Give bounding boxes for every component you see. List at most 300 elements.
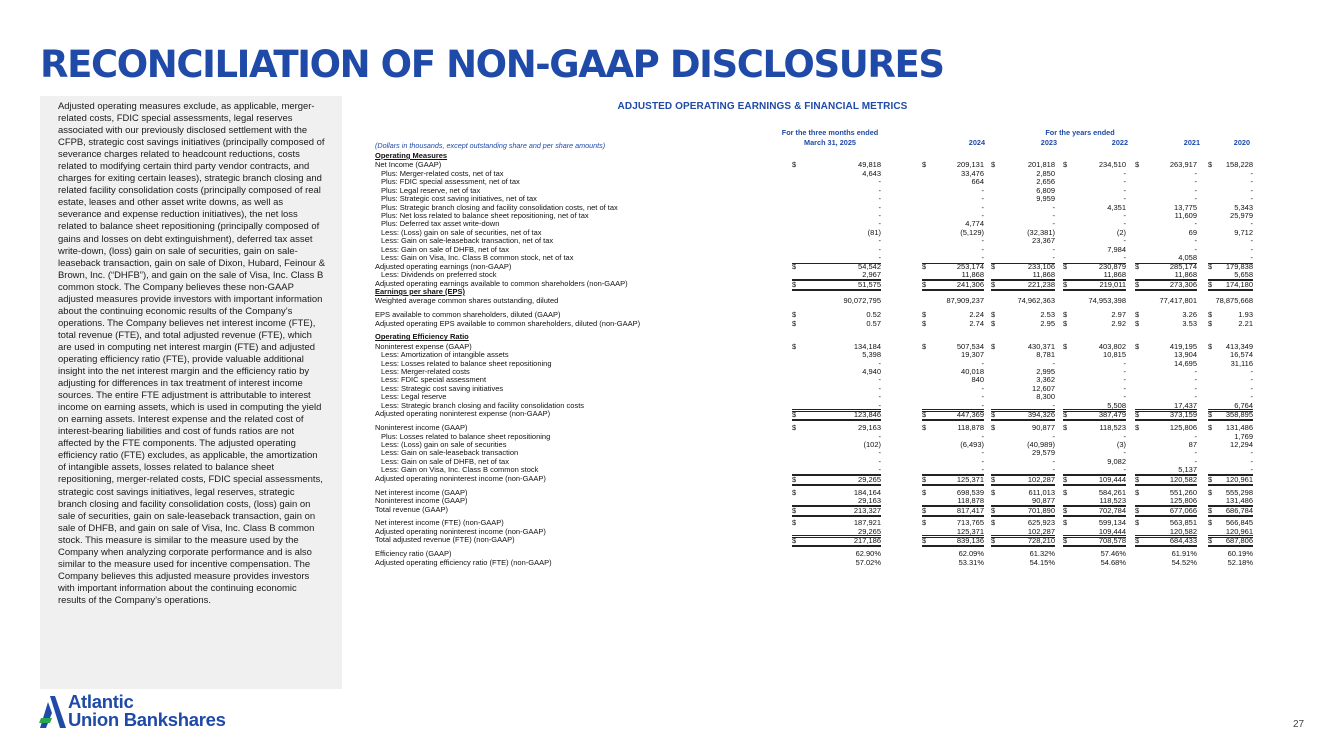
table-cell [1135, 319, 1197, 329]
row-label: Less: Losses related to balance sheet repositioning [381, 358, 552, 368]
cell-value: - [878, 244, 881, 254]
table-cell [1135, 474, 1197, 486]
cell-value: 219,011 [1099, 279, 1126, 289]
cell-value: 29,265 [858, 526, 881, 536]
currency-symbol: $ [1208, 474, 1213, 484]
cell-value: 134,184 [853, 341, 881, 351]
cell-value: - [1250, 367, 1253, 376]
cell-value: 285,174 [1169, 261, 1197, 271]
cell-value: - [1123, 392, 1126, 402]
currency-symbol: $ [1063, 279, 1068, 289]
currency-symbol: $ [1208, 410, 1213, 420]
cell-value: 109,444 [1098, 526, 1126, 536]
cell-value: 507,534 [956, 341, 984, 351]
row-label: Plus: Losses related to balance sheet repositioning [381, 431, 551, 441]
cell-value: 5,398 [862, 350, 881, 360]
cell-value: - [1250, 244, 1253, 254]
cell-value: 4,058 [1178, 253, 1197, 263]
cell-value: 33,476 [961, 168, 984, 178]
table-cell [991, 409, 1055, 421]
table-cell [1063, 535, 1126, 547]
cell-value: 840 [971, 375, 984, 385]
cell-value: 5,658 [1234, 270, 1253, 280]
cell-value: 584,261 [1098, 487, 1126, 497]
cell-value: 3,362 [1036, 375, 1055, 385]
row-label: Less: Dividends on preferred stock [381, 270, 497, 280]
page-title: RECONCILIATION OF NON-GAAP DISCLOSURES [40, 43, 944, 86]
cell-value: 2,995 [1036, 367, 1055, 376]
three-months-header-line2: March 31, 2025 [804, 138, 856, 147]
cell-value: - [878, 431, 881, 441]
cell-value: - [878, 202, 881, 212]
cell-value: 125,806 [1169, 423, 1197, 433]
cell-value: 1,769 [1234, 431, 1253, 441]
currency-symbol: $ [792, 474, 797, 484]
table-cell [1208, 409, 1253, 421]
cell-value: 90,877 [1032, 423, 1055, 433]
row-label: Plus: Net loss related to balance sheet repositioning, net of tax [381, 211, 589, 220]
currency-symbol: $ [792, 279, 797, 289]
table-cell [1135, 535, 1197, 547]
year-header: 2023 [1040, 138, 1057, 147]
currency-symbol: $ [1208, 487, 1213, 497]
cell-value: 87 [1188, 440, 1197, 449]
cell-value: 2.95 [1040, 318, 1055, 328]
cell-value: - [981, 202, 984, 212]
currency-symbol: $ [1208, 261, 1213, 271]
cell-value: 684,433 [1169, 536, 1197, 546]
row-label: Less: Amortization of intangible assets [381, 350, 509, 360]
cell-value: 419,195 [1169, 341, 1197, 351]
table-cell [991, 505, 1055, 517]
currency-symbol: $ [792, 518, 797, 528]
cell-value: 74,953,398 [1088, 296, 1126, 306]
row-label: Plus: Merger-related costs, net of tax [381, 168, 504, 178]
cell-value: 13,904 [1174, 350, 1197, 360]
cell-value: 209,131 [956, 160, 984, 170]
currency-symbol: $ [1135, 487, 1140, 497]
currency-symbol: $ [792, 487, 797, 497]
table-cell [1135, 296, 1197, 306]
cell-value: - [1123, 168, 1126, 178]
cell-value: - [981, 392, 984, 402]
cell-value: 11,868 [1032, 270, 1055, 280]
table-cell [792, 474, 881, 486]
cell-value: - [981, 358, 984, 368]
cell-value: - [981, 383, 984, 393]
cell-value: 11,868 [1174, 270, 1197, 280]
cell-value: - [878, 383, 881, 393]
cell-value: 4,643 [862, 168, 881, 178]
currency-symbol: $ [991, 518, 996, 528]
cell-value: - [1250, 168, 1253, 178]
row-label: Plus: Legal reserve, net of tax [381, 185, 481, 195]
row-label: Noninterest expense (GAAP) [375, 341, 472, 351]
cell-value: 0.57 [866, 318, 881, 328]
cell-value: - [878, 194, 881, 204]
cell-value: 14,695 [1174, 358, 1197, 368]
cell-value: - [1250, 392, 1253, 402]
cell-value: - [1123, 431, 1126, 441]
cell-value: 233,106 [1027, 261, 1055, 271]
row-label: Less: Gain on sale-leaseback transaction, net of tax [381, 236, 554, 246]
row-label: Weighted average common shares outstanding, diluted [375, 296, 559, 306]
row-label: Less: (Loss) gain on sale of securities, net of tax [381, 227, 542, 237]
cell-value: 29,163 [858, 496, 881, 506]
units-note: (Dollars in thousands, except outstanding share and per share amounts) [375, 141, 606, 150]
row-label: Adjusted operating EPS available to common shareholders, diluted (non-GAAP) [375, 318, 641, 328]
logo-line-2: Union Bankshares [68, 709, 226, 730]
cell-value: - [878, 448, 881, 458]
cell-value: - [1250, 236, 1253, 246]
cell-value: - [1052, 358, 1055, 368]
table-cell [922, 319, 984, 329]
table-cell [792, 535, 881, 547]
currency-symbol: $ [991, 474, 996, 484]
table-cell [792, 558, 881, 568]
currency-symbol: $ [1135, 318, 1140, 328]
currency-symbol: $ [922, 341, 927, 351]
cell-value: 664 [971, 177, 984, 187]
row-label: Net Income (GAAP) [375, 160, 442, 170]
row-label: EPS available to common shareholders, diluted (GAAP) [375, 310, 561, 320]
row-label: Total adjusted revenue (FTE) (non-GAAP) [375, 535, 515, 545]
row-label: Less: Gain on Visa, Inc. Class B common stock [381, 465, 539, 475]
cell-value: 174,180 [1225, 279, 1253, 289]
currency-symbol: $ [1135, 261, 1140, 271]
row-label: Adjusted operating noninterest expense (non-GAAP) [375, 409, 551, 419]
cell-value: 8,781 [1036, 350, 1055, 360]
currency-symbol: $ [922, 474, 927, 484]
cell-value: - [878, 185, 881, 195]
row-label: Less: Legal reserve [381, 392, 447, 402]
cell-value: 9,712 [1234, 227, 1253, 237]
cell-value: - [1250, 375, 1253, 385]
cell-value: 8,300 [1036, 392, 1055, 402]
currency-symbol: $ [1135, 279, 1140, 289]
table-cell [1063, 409, 1126, 421]
table-row [375, 535, 1255, 545]
cell-value: 158,228 [1225, 160, 1253, 170]
cell-value: (102) [863, 440, 881, 449]
cell-value: (32,381) [1027, 227, 1055, 237]
cell-value: 373,159 [1169, 410, 1197, 420]
cell-value: - [1052, 253, 1055, 263]
currency-symbol: $ [922, 536, 927, 546]
cell-value: - [981, 456, 984, 466]
row-label: Net interest income (GAAP) [375, 487, 468, 497]
cell-value: 273,306 [1169, 279, 1197, 289]
cell-value: 728,210 [1027, 536, 1055, 546]
currency-symbol: $ [1135, 505, 1140, 515]
cell-value: 5,343 [1234, 202, 1253, 212]
table-cell [792, 409, 881, 421]
cell-value: 7,984 [1107, 244, 1126, 254]
currency-symbol: $ [1135, 518, 1140, 528]
cell-value: - [1123, 253, 1126, 263]
cell-value: - [1123, 465, 1126, 475]
table-cell [1208, 474, 1253, 486]
cell-value: 4,351 [1107, 202, 1126, 212]
cell-value: 125,371 [956, 474, 984, 484]
cell-value: 54.15% [1029, 557, 1055, 567]
cell-value: 57.46% [1100, 549, 1126, 559]
cell-value: - [981, 400, 984, 410]
cell-value: 120,961 [1225, 526, 1253, 536]
cell-value: - [981, 236, 984, 246]
page-number: 27 [1293, 719, 1305, 730]
currency-symbol: $ [1063, 536, 1068, 546]
cell-value: - [1123, 211, 1126, 220]
currency-symbol: $ [1208, 518, 1213, 528]
cell-value: - [1250, 219, 1253, 229]
cell-value: - [878, 358, 881, 368]
logo-mark-icon [38, 696, 66, 728]
cell-value: - [1123, 194, 1126, 204]
currency-symbol: $ [991, 310, 996, 320]
cell-value: 11,868 [1103, 270, 1126, 280]
cell-value: - [1052, 211, 1055, 220]
cell-value: 77,417,801 [1159, 296, 1197, 306]
currency-symbol: $ [792, 505, 797, 515]
cell-value: 230,879 [1098, 261, 1126, 271]
cell-value: 599,134 [1098, 518, 1126, 528]
row-label: Plus: Strategic cost saving initiatives, net of tax [381, 194, 537, 204]
currency-symbol: $ [922, 261, 927, 271]
cell-value: 0.52 [866, 310, 881, 320]
table-cell [1208, 505, 1253, 517]
cell-value: 4,774 [965, 219, 984, 229]
table-cell [1063, 505, 1126, 517]
cell-value: 221,238 [1027, 279, 1055, 289]
currency-symbol: $ [922, 279, 927, 289]
currency-symbol: $ [1135, 160, 1140, 170]
cell-value: 253,174 [956, 261, 984, 271]
currency-symbol: $ [792, 423, 797, 433]
cell-value: 234,510 [1098, 160, 1126, 170]
currency-symbol: $ [1208, 423, 1213, 433]
cell-value: 686,784 [1225, 505, 1253, 515]
currency-symbol: $ [1208, 160, 1213, 170]
table-cell [991, 319, 1055, 329]
table-cell [991, 296, 1055, 306]
years-header: For the years ended [1045, 128, 1115, 137]
row-label: Noninterest income (GAAP) [375, 423, 468, 433]
cell-value: 52.18% [1227, 557, 1253, 567]
table-row [375, 558, 1255, 568]
cell-value: 413,349 [1225, 341, 1253, 351]
cell-value: - [1052, 202, 1055, 212]
currency-symbol: $ [1063, 487, 1068, 497]
row-label: Less: Strategic cost saving initiatives [381, 383, 504, 393]
cell-value: 358,895 [1225, 410, 1253, 420]
table-title: ADJUSTED OPERATING EARNINGS & FINANCIAL METRICS [617, 101, 908, 112]
table-cell [1063, 558, 1126, 568]
cell-value: 817,417 [956, 505, 984, 515]
cell-value: 698,539 [956, 487, 984, 497]
cell-value: 16,574 [1230, 350, 1253, 360]
cell-value: - [878, 236, 881, 246]
cell-value: - [1250, 253, 1253, 263]
cell-value: 125,806 [1169, 496, 1197, 506]
cell-value: 11,868 [961, 270, 984, 280]
cell-value: 49,818 [858, 160, 881, 170]
year-header: 2024 [968, 138, 985, 147]
currency-symbol: $ [922, 160, 927, 170]
cell-value: 3.26 [1182, 310, 1197, 320]
cell-value: - [1194, 219, 1197, 229]
cell-value: 40,018 [961, 367, 984, 376]
currency-symbol: $ [1208, 279, 1213, 289]
cell-value: 62.09% [958, 549, 984, 559]
cell-value: 120,582 [1169, 474, 1197, 484]
year-header: 2021 [1183, 138, 1200, 147]
cell-value: - [1194, 431, 1197, 441]
row-label: Operating Efficiency Ratio [375, 332, 469, 342]
cell-value: 78,875,668 [1215, 296, 1253, 306]
table-cell [922, 409, 984, 421]
currency-symbol: $ [1063, 505, 1068, 515]
currency-symbol: $ [991, 261, 996, 271]
cell-value: - [878, 465, 881, 475]
table-cell [991, 558, 1055, 568]
row-label: Less: FDIC special assessment [381, 375, 487, 385]
cell-value: - [981, 194, 984, 204]
cell-value: - [1194, 392, 1197, 402]
row-label: Operating Measures [375, 151, 448, 160]
cell-value: 184,164 [853, 487, 881, 497]
cell-value: - [981, 253, 984, 263]
cell-value: 118,523 [1099, 423, 1126, 433]
currency-symbol: $ [1063, 318, 1068, 328]
table-cell [922, 296, 984, 306]
cell-value: - [878, 456, 881, 466]
cell-value: 87,909,237 [946, 296, 984, 306]
cell-value: 31,116 [1230, 358, 1253, 368]
cell-value: 677,066 [1169, 505, 1197, 515]
table-cell [1135, 409, 1197, 421]
explanation-panel [40, 96, 342, 689]
cell-value: 90,072,795 [843, 296, 881, 306]
cell-value: 102,287 [1027, 474, 1055, 484]
logo-line-1: Atlantic [68, 691, 134, 712]
row-label: Less: (Loss) gain on sale of securities [381, 440, 507, 449]
cell-value: - [1123, 375, 1126, 385]
cell-value: 447,369 [956, 410, 984, 420]
table-cell [1208, 296, 1253, 306]
table-row [375, 474, 1255, 484]
cell-value: - [1052, 456, 1055, 466]
currency-symbol: $ [792, 310, 797, 320]
table-cell [792, 505, 881, 517]
cell-value: - [1123, 219, 1126, 229]
table-row [375, 505, 1255, 515]
row-label: Net interest income (FTE) (non-GAAP) [375, 518, 504, 528]
cell-value: 555,298 [1225, 487, 1253, 497]
currency-symbol: $ [792, 410, 797, 420]
cell-value: - [1194, 177, 1197, 187]
currency-symbol: $ [991, 505, 996, 515]
cell-value: - [878, 375, 881, 385]
cell-value: 213,327 [853, 505, 881, 515]
cell-value: 5,508 [1107, 400, 1126, 410]
cell-value: 60.19% [1227, 549, 1253, 559]
cell-value: 625,923 [1027, 518, 1055, 528]
row-label: Adjusted operating earnings (non-GAAP) [375, 261, 512, 271]
table-cell [922, 505, 984, 517]
currency-symbol: $ [1135, 410, 1140, 420]
cell-value: 263,917 [1169, 160, 1197, 170]
cell-value: 2.24 [969, 310, 984, 320]
cell-value: 713,765 [956, 518, 984, 528]
year-header: 2020 [1233, 138, 1250, 147]
currency-symbol: $ [922, 518, 927, 528]
currency-symbol: $ [1135, 423, 1140, 433]
cell-value: - [1194, 448, 1197, 458]
cell-value: 54.68% [1100, 557, 1126, 567]
currency-symbol: $ [991, 410, 996, 420]
cell-value: 6,809 [1036, 185, 1055, 195]
currency-symbol: $ [922, 310, 927, 320]
cell-value: - [981, 465, 984, 475]
cell-value: 3.53 [1182, 318, 1197, 328]
currency-symbol: $ [1208, 341, 1213, 351]
currency-symbol: $ [922, 487, 927, 497]
table-cell [1135, 558, 1197, 568]
currency-symbol: $ [922, 410, 927, 420]
currency-symbol: $ [1063, 160, 1068, 170]
row-label: Less: Gain on Visa, Inc. Class B common stock, net of tax [381, 253, 574, 263]
currency-symbol: $ [922, 318, 927, 328]
cell-value: 2.74 [969, 318, 984, 328]
cell-value: 10,815 [1103, 350, 1126, 360]
row-label: Adjusted operating earnings available to common shareholders (non-GAAP) [375, 278, 628, 288]
table-cell [792, 319, 881, 329]
row-label: Less: Gain on sale of DHFB, net of tax [381, 244, 509, 254]
cell-value: 2.53 [1040, 310, 1055, 320]
cell-value: 131,486 [1225, 423, 1253, 433]
currency-symbol: $ [991, 318, 996, 328]
cell-value: (81) [867, 227, 881, 237]
row-label: Total revenue (GAAP) [375, 504, 448, 514]
cell-value: 563,851 [1169, 518, 1197, 528]
cell-value: 9,959 [1036, 194, 1055, 204]
cell-value: - [1194, 236, 1197, 246]
cell-value: 1.93 [1238, 310, 1253, 320]
table-cell [1208, 319, 1253, 329]
cell-value: 6,764 [1234, 400, 1253, 410]
cell-value: 62.90% [855, 549, 881, 559]
row-label: Less: Gain on sale of DHFB, net of tax [381, 456, 509, 466]
currency-symbol: $ [1208, 536, 1213, 546]
cell-value: 131,486 [1225, 496, 1253, 506]
cell-value: - [878, 177, 881, 187]
cell-value: 394,326 [1027, 410, 1055, 420]
row-label: Adjusted operating efficiency ratio (FTE) (non-GAAP) [375, 557, 552, 567]
table-cell [1208, 558, 1253, 568]
cell-value: 708,578 [1098, 536, 1126, 546]
cell-value: 61.32% [1029, 549, 1055, 559]
cell-value: 25,979 [1230, 211, 1253, 220]
currency-symbol: $ [1063, 341, 1068, 351]
table-row [375, 319, 1255, 329]
cell-value: 118,523 [1099, 496, 1126, 506]
row-label: Plus: Deferred tax asset write-down [381, 219, 500, 229]
cell-value: 2.92 [1111, 318, 1126, 328]
cell-value: 241,306 [956, 279, 984, 289]
currency-symbol: $ [792, 318, 797, 328]
row-label: Earnings per share (EPS) [375, 287, 466, 296]
